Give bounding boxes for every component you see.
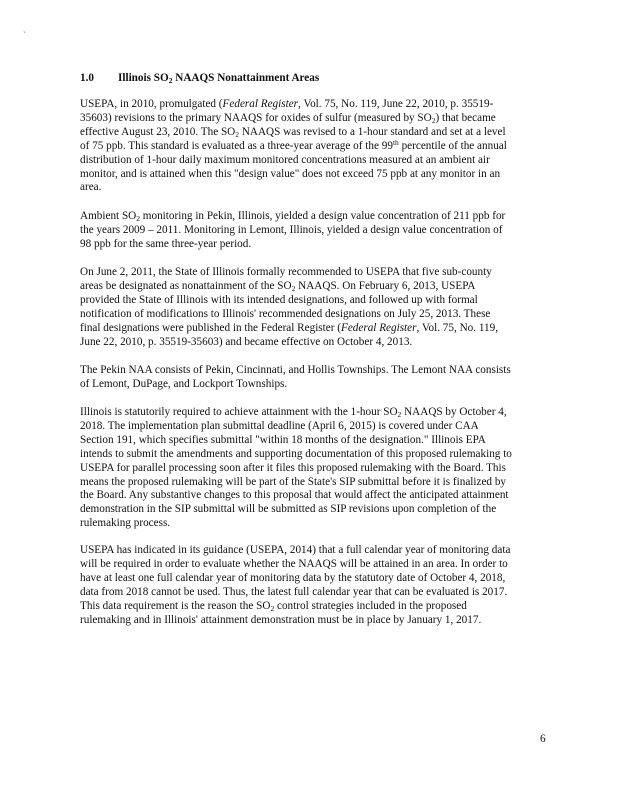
subscript: 2: [291, 283, 296, 293]
text-line: 98 ppb for the same three-year period.: [80, 237, 252, 250]
text-line: will be required in order to evaluate whether the NAAQS will be attained in an area. In order to: [80, 557, 508, 570]
text-run: , Vol. 75, No. 119, June 22, 2010, p. 35519-: [298, 98, 494, 110]
text-line: demonstration in the SIP submittal will be submitted as SIP revisions upon completion of the: [80, 503, 497, 516]
text-line: June 22, 2010, p. 35519-35603) and became effective on October 4, 2013.: [80, 335, 413, 348]
text-line: data from 2018 cannot be used. Thus, the latest full calendar year that can be evaluated is 2017.: [80, 585, 508, 598]
text-line: [80, 322, 556, 336]
text-run: monitoring in Pekin, Illinois, yielded a design value concentration of 211 ppb for: [140, 210, 506, 222]
text-run: NAAQS was revised to a 1-hour standard and set at a level: [239, 125, 506, 138]
text-run: effective August 23, 2010. The SO: [80, 125, 236, 138]
subscript: 2: [235, 129, 240, 139]
corner-mark: `: [23, 30, 26, 40]
page-number: 6: [540, 733, 546, 745]
text-line: rulemaking and in Illinois' attainment demonstration must be in place by January 1, 2017.: [80, 613, 482, 626]
text-line: provided the State of Illinois with its intended designations, and followed up with formal: [80, 293, 478, 306]
text-line: [80, 112, 556, 126]
italic-citation: Federal Register: [340, 321, 417, 334]
text-run: , Vol. 75, No. 119,: [416, 321, 499, 334]
text-line: have at least one full calendar year of monitoring data by the statutory date of October 4, 2018,: [80, 571, 506, 584]
superscript: th: [392, 137, 399, 147]
text-line: [80, 126, 556, 140]
text-run: NAAQS. On February 6, 2013, USEPA: [295, 279, 476, 292]
text-line: [80, 210, 556, 224]
text-run: control strategies included in the proposed: [274, 599, 467, 612]
text-run: percentile of the annual: [398, 139, 507, 152]
text-run: This data requirement is the reason the SO: [80, 599, 271, 612]
section-number: 1.0: [80, 72, 94, 84]
text-line: the years 2009 – 2011. Monitoring in Lemont, Illinois, yielded a design value concentration of: [80, 223, 503, 236]
section-title-part1: Illinois SO: [118, 72, 169, 84]
paragraph-1: [80, 98, 556, 195]
text-run: NAAQS by October 4,: [401, 406, 507, 418]
text-run: Ambient SO: [80, 210, 137, 222]
text-line: intends to submit the amendments and supporting documentation of this proposed rulemaking to: [80, 447, 512, 460]
text-line: notification of modifications to Illinois' recommended designations on July 25, 2013. These: [80, 307, 491, 320]
text-run: USEPA, in 2010, promulgated (: [80, 98, 223, 110]
paragraph-3: [80, 266, 556, 349]
text-line: the Board. Any substantive changes to this proposal that would affect the anticipated attainment: [80, 489, 509, 502]
text-run: areas be designated as nonattainment of the SO: [80, 279, 292, 292]
text-line: monitor, and is attained when this "design value" does not exceed 75 ppb at any monitor in an: [80, 167, 501, 180]
text-line: [80, 137, 556, 154]
paragraph-5: [80, 406, 556, 531]
section-title-subscript: 2: [168, 76, 173, 85]
text-line: USEPA has indicated in its guidance (USEPA, 2014) that a full calendar year of monitoring data: [80, 544, 511, 556]
text-line: [80, 280, 556, 294]
text-line: distribution of 1-hour daily maximum monitored concentrations measured at an ambient air: [80, 153, 490, 166]
text-line: 2018. The implementation plan submittal deadline (April 6, 2015) is covered under CAA: [80, 419, 479, 432]
text-line: USEPA for parallel processing soon after it files this proposed rulemaking with the Board. This: [80, 461, 506, 474]
text-run: of 75 ppb. This standard is evaluated as a three-year average of the 99: [80, 139, 393, 152]
section-title-part2: NAAQS Nonattainment Areas: [172, 72, 320, 84]
text-run: final designations were published in the Federal Register (: [80, 321, 341, 334]
text-run: Illinois is statutorily required to achieve attainment with the 1-hour SO: [80, 406, 398, 418]
subscript: 2: [270, 603, 275, 613]
paragraph-6: [80, 544, 556, 627]
text-line: On June 2, 2011, the State of Illinois formally recommended to USEPA that five sub-county: [80, 266, 492, 278]
paragraph-2: [80, 210, 556, 252]
text-line: area.: [80, 181, 102, 194]
text-run: ) that became: [435, 111, 496, 124]
subscript: 2: [397, 410, 402, 419]
text-line: The Pekin NAA consists of Pekin, Cincinnati, and Hollis Townships. The Lemont NAA consists: [80, 364, 511, 376]
italic-citation: Federal Register: [222, 98, 299, 110]
text-line: [80, 406, 556, 420]
text-line: Section 191, which specifies submittal "within 18 months of the designation." Illinois EPA: [80, 433, 486, 446]
text-line: [80, 98, 556, 112]
text-line: means the proposed rulemaking will be part of the State's SIP submittal before it is finalized by: [80, 475, 507, 488]
subscript: 2: [431, 115, 436, 125]
text-line: of Lemont, DuPage, and Lockport Townships.: [80, 377, 288, 390]
text-run: 35603) revisions to the primary NAAQS for oxides of sulfur (measured by SO: [80, 111, 432, 124]
subscript: 2: [136, 214, 140, 223]
text-line: rulemaking process.: [80, 517, 171, 530]
section-heading: [80, 71, 550, 85]
text-line: [80, 600, 556, 614]
paragraph-4: [80, 364, 556, 392]
